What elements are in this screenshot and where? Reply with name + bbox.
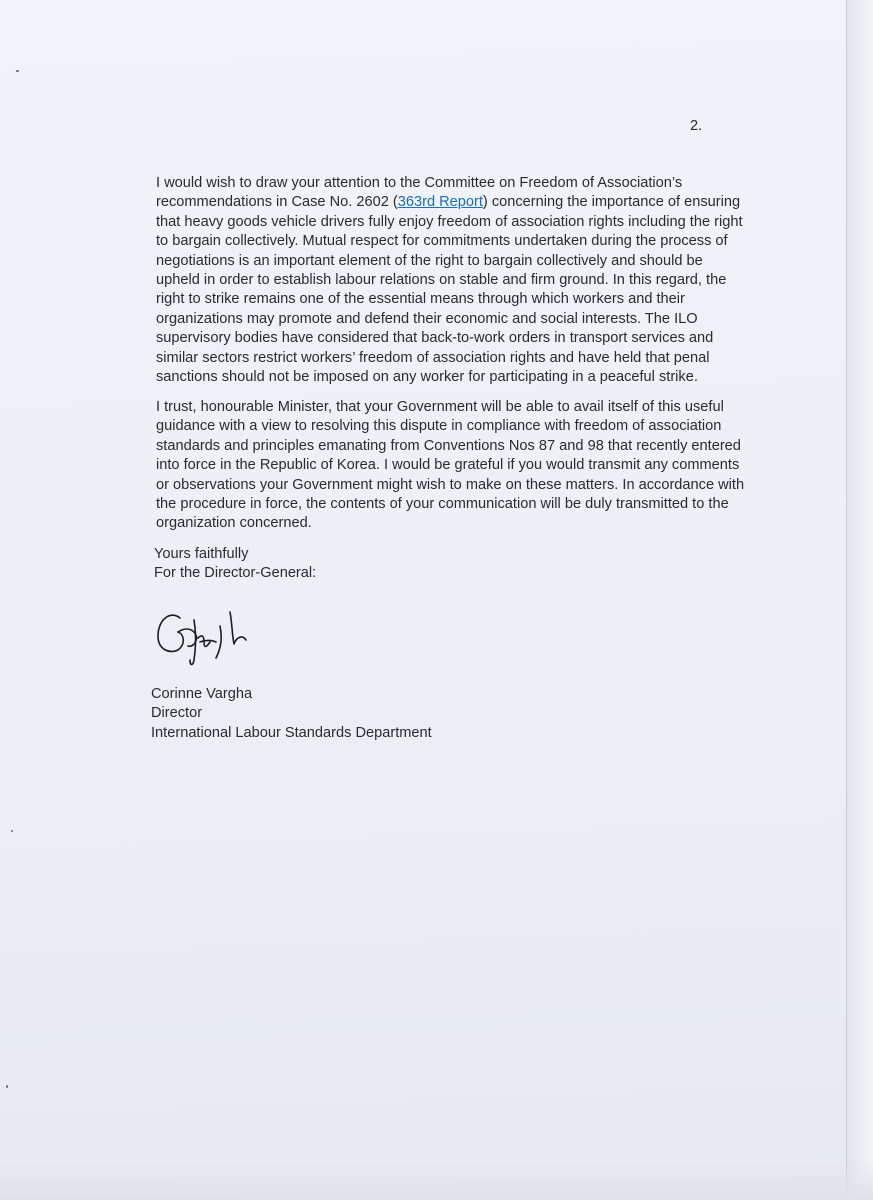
paragraph-line: similar sectors restrict workers’ freedom of association rights and have held that penal [156,349,710,366]
paragraph-line: organization concerned. [156,515,312,532]
paragraph-line: to bargain collectively. Mutual respect for commitments undertaken during the process of [156,233,728,250]
signer-name: Corinne Vargha [151,686,253,702]
scan-speck [11,830,13,832]
closing-line: For the Director-General: [154,565,317,582]
handwritten-signature-icon [150,598,270,670]
signer-title: Director [151,705,203,722]
paragraph-request-comments [156,398,796,534]
signer-block [151,685,432,743]
paragraph-line: I trust, honourable Minister, that your Government will be able to avail itself of this useful [156,399,724,415]
page-edge-shadow [846,0,873,1200]
paragraph-line: or observations your Government might wish to make on these matters. In accordance with [156,476,745,493]
paragraph-line [156,193,796,212]
closing-line: Yours faithfully [154,546,249,562]
paragraph-line: the procedure in force, the contents of your communication will be duly transmitted to the [156,496,729,513]
paragraph-line: supervisory bodies have considered that back-to-work orders in transport services and [156,330,714,347]
paragraph-line: upheld in order to establish labour relations on stable and firm ground. In this regard, the [156,272,727,289]
bottom-shadow [0,1160,873,1200]
paragraph-line: guidance with a view to resolving this dispute in compliance with freedom of association [156,418,722,435]
paragraph-line: that heavy goods vehicle drivers fully enjoy freedom of association rights including the right [156,213,743,230]
signer-department: International Labour Standards Department [151,724,432,741]
closing-salutation [154,545,316,584]
scan-speck [16,70,19,72]
paragraph-line: organizations may promote and defend their economic and social interests. The ILO [156,310,698,327]
page-number: 2. [690,118,703,134]
paragraph-line: I would wish to draw your attention to the Committee on Freedom of Association’s [156,175,683,191]
scan-speck [6,1085,8,1088]
paragraph-line: sanctions should not be imposed on any worker for participating in a peaceful strike. [156,369,698,386]
paragraph-line: standards and principles emanating from Conventions Nos 87 and 98 that recently entered [156,437,741,454]
paragraph-line: negotiations is an important element of the right to bargain collectively and should be [156,252,703,269]
paragraph-freedom-of-association [156,174,796,387]
page-fold-line [846,0,847,1200]
paragraph-text: recommendations in Case No. 2602 ( [156,194,398,211]
paragraph-line: into force in the Republic of Korea. I would be grateful if you would transmit any comments [156,457,740,474]
paragraph-line: right to strike remains one of the essential means through which workers and their [156,291,685,308]
report-363-link[interactable]: 363rd Report [397,194,483,211]
paragraph-text: ) concerning the importance of ensuring [482,194,741,211]
